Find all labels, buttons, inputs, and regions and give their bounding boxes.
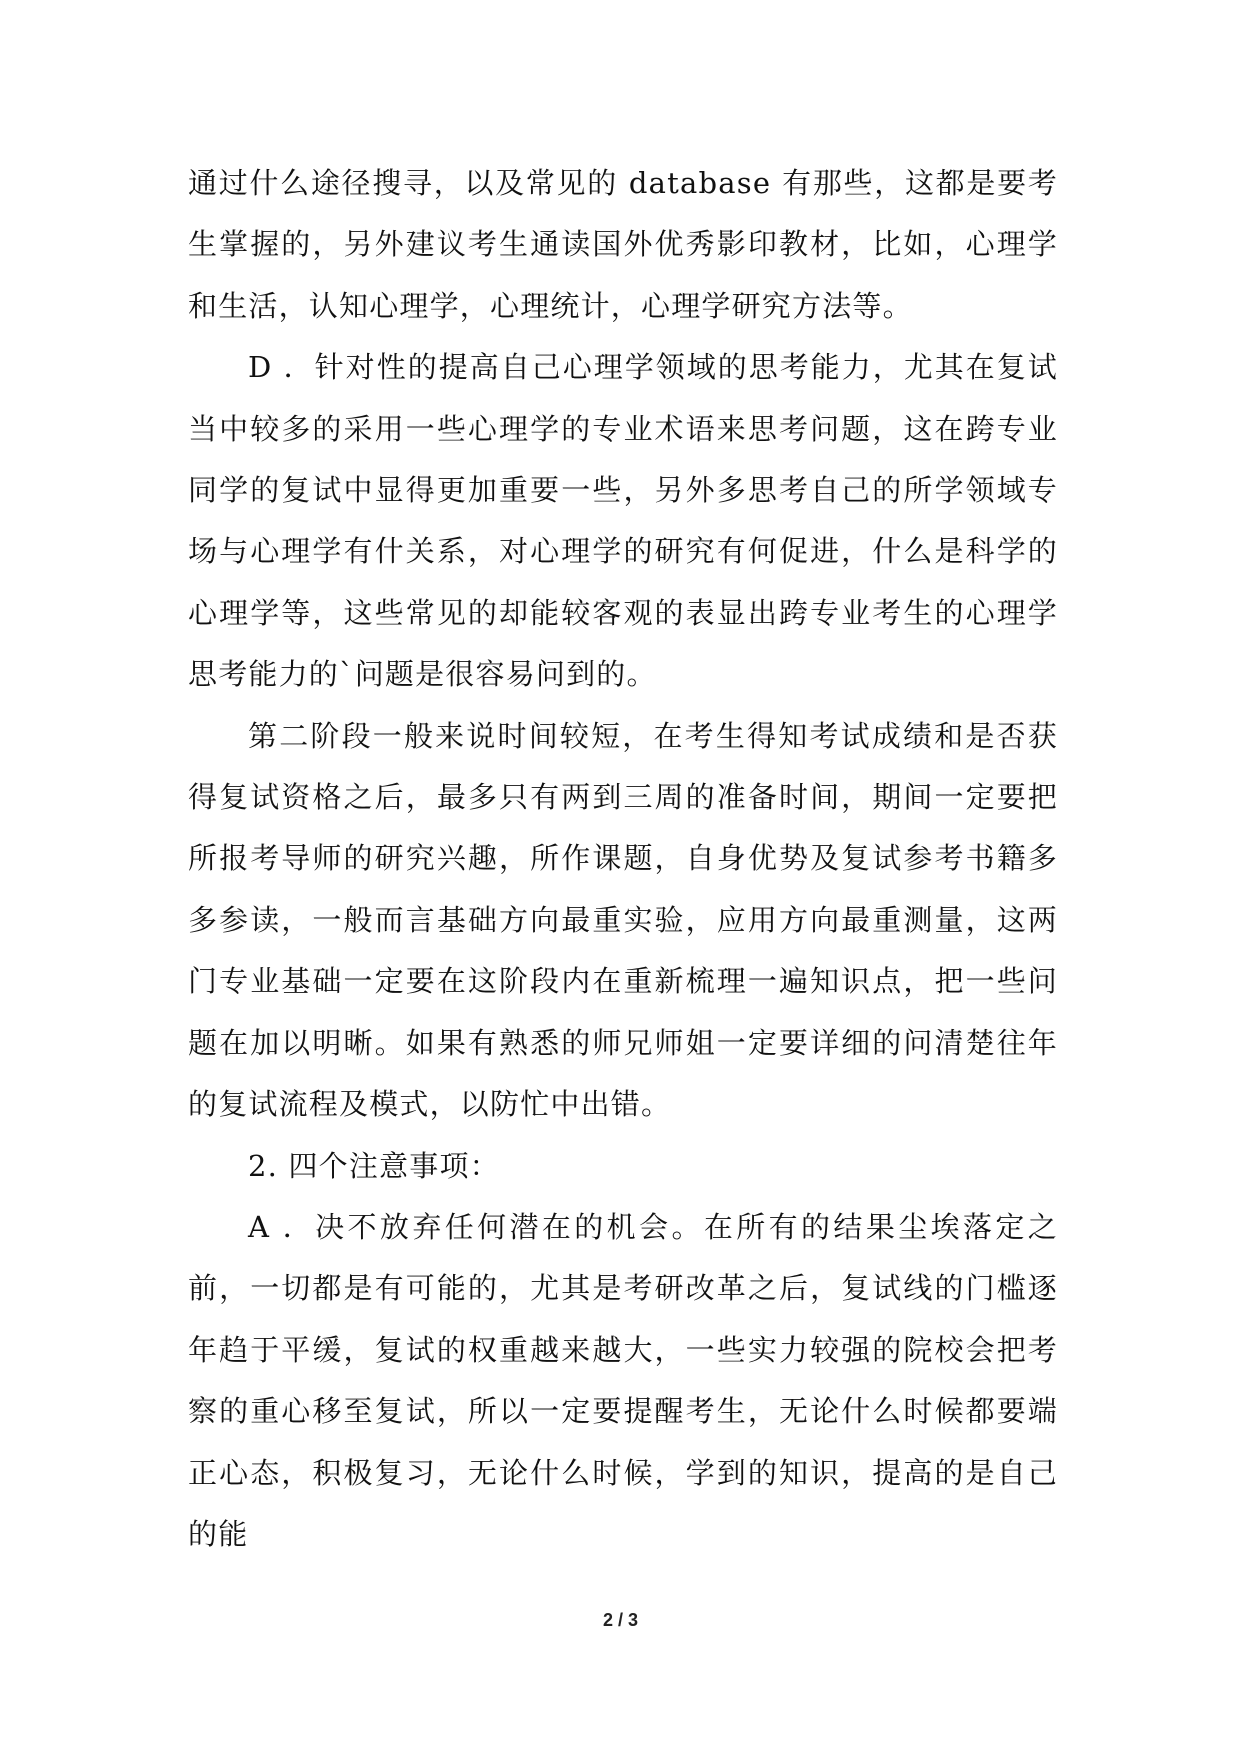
paragraph-item-d: D ．针对性的提高自己心理学领域的思考能力，尤其在复试当中较多的采用一些心理学的专业术语来思考问题，这在跨专业同学的复试中显得更加重要一些，另外多思考自己的所学领域专场与心理学有什关系，对心理学的研究有何促进，什么是科学的心理学等，这些常见的却能较客观的表显出跨专业考生的心理学思考能力的`问题是很容易问到的。 xyxy=(188,350,1058,692)
paragraph-database-sources: 通过什么途径搜寻，以及常见的 database 有那些，这都是要考生掌握的，另外建议考生通读国外优秀影印教材，比如，心理学和生活，认知心理学，心理统计，心理学研究方法等。 xyxy=(188,166,1058,323)
page-number: 2 / 3 xyxy=(602,1610,639,1630)
document-body xyxy=(188,153,1058,1565)
paragraph-second-stage: 第二阶段一般来说时间较短，在考生得知考试成绩和是否获得复试资格之后，最多只有两到三周的准备时间，期间一定要把所报考导师的研究兴趣，所作课题，自身优势及复试参考书籍多多参读，一般而言基础方向最重实验，应用方向最重测量，这两门专业基础一定要在这阶段内在重新梳理一遍知识点，把一些问题在加以明晰。如果有熟悉的师兄师姐一定要详细的问清楚往年的复试流程及模式，以防忙中出错。 xyxy=(188,718,1058,1122)
section-heading-four-notes: 2. 四个注意事项： xyxy=(248,1148,500,1183)
paragraph-item-a: A ．决不放弃任何潜在的机会。在所有的结果尘埃落定之前，一切都是有可能的，尤其是考研改革之后，复试线的门槛逐年趋于平缓，复试的权重越来越大，一些实力较强的院校会把考察的重心移至复试，所以一定要提醒考生，无论什么时候都要端正心态，积极复习，无论什么时候，学到的知识，提高的是自己的能 xyxy=(188,1209,1058,1551)
